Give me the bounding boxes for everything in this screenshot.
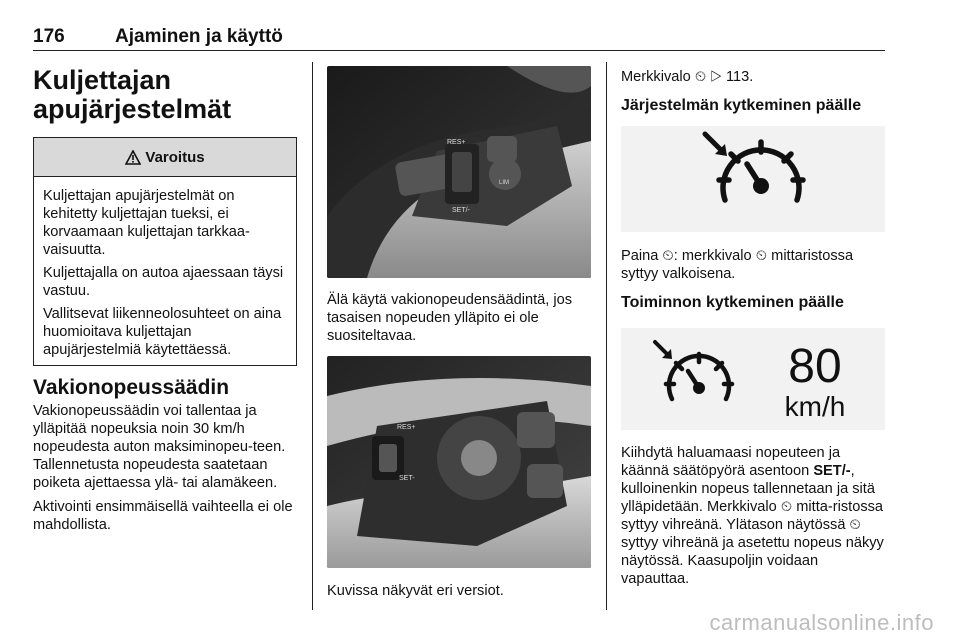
function-on-text (621, 444, 889, 594)
warning-text-1: Kuljettajan apujärjestelmät on kehitetty kuljettajan tueksi, ei korvaamaan kuljettajan tarkkaa-vaisuutta. (43, 188, 250, 258)
section-body-1: Vakionopeussäädin voi tallentaa ja ylläpitää nopeuksia noin 30 km/h nopeudesta auton maksiminopeu-teen. Tallennetusta nopeudesta saatetaan poiketa ajettaessa ylä- tai alamäkeen. (33, 403, 286, 491)
speed-display-box (621, 328, 885, 430)
warning-triangle-icon (125, 150, 141, 165)
indicator-reference (621, 68, 889, 86)
cruise-speed-display (621, 328, 885, 430)
text2-d: syttyy vihreänä ja asetettu nopeus näkyy näytössä. Kaasupoljin voidaan vapauttaa. (621, 535, 884, 587)
system-on-text (621, 247, 889, 313)
function-on-paragraph (621, 444, 889, 588)
cruise-icon: ⏲ (694, 69, 707, 85)
lim-label: LIM (499, 180, 510, 186)
column-left (33, 66, 298, 124)
column-divider-2 (606, 62, 607, 610)
res-label: RES+ (447, 139, 466, 146)
set-label: SET/- (452, 207, 470, 214)
indicator-ref-text: Merkkivalo (621, 69, 691, 85)
text1-a: Paina (621, 248, 659, 264)
main-title-line2: apujärjestelmät (33, 94, 232, 124)
section-body-2: Aktivointi ensimmäisellä vaihteella ei ole mahdollista. (33, 499, 293, 533)
warning-body (34, 177, 296, 359)
heading-system-on: Järjestelmän kytkeminen päälle (621, 97, 862, 114)
caption-1 (327, 291, 597, 351)
steering-wheel-photo-2 (327, 356, 591, 568)
text2-a: Kiihdytä haluamaasi nopeuteen ja käännä säätöpyörä asentoon (621, 445, 841, 479)
cruise-icon-inline-2: ⏲ (755, 248, 768, 264)
warning-text-3: Vallitsevat liikenneolosuhteet on aina huomioitava kuljettajan apujärjestelmiä käytettäessä. (43, 306, 282, 358)
text2-set: SET/- (813, 463, 851, 479)
column-divider-1 (312, 62, 313, 610)
cruise-control-section (33, 376, 299, 540)
page-number: 176 (33, 26, 65, 47)
text2-b: , kulloinenkin nopeus tallennetaan ja sitä ylläpidetään. Merkkivalo (621, 463, 875, 515)
watermark: carmanualsonline.info (709, 610, 934, 635)
warning-box (33, 137, 297, 366)
section-title: Vakionopeussäädin (33, 376, 230, 399)
warning-header (34, 138, 296, 177)
page-ref-icon: ▷ (710, 69, 722, 85)
speed-unit: km/h (784, 391, 846, 422)
cruise-icon-inline-4: ⏲ (849, 517, 861, 533)
page-header (33, 26, 885, 51)
system-on-paragraph (621, 247, 889, 283)
indicator-page: 113. (726, 69, 754, 85)
warning-label: Varoitus (145, 148, 205, 166)
main-title-line1: Kuljettajan (33, 65, 172, 95)
res-label-2: RES+ (397, 424, 416, 431)
text1-b: : merkkivalo (673, 248, 752, 264)
caption-2 (327, 582, 597, 606)
cruise-control-icon (621, 126, 885, 232)
cruise-icon-inline-1: ⏲ (662, 248, 674, 264)
steering-wheel-image-1 (327, 66, 591, 278)
heading-function-on: Toiminnon kytkeminen päälle (621, 294, 844, 311)
chapter-title: Ajaminen ja käyttö (115, 26, 283, 47)
caption-1-text: Älä käytä vakionopeudensäädintä, jos tasaisen nopeuden ylläpito ei ole suositeltavaa. (327, 292, 573, 344)
steering-wheel-photo-1 (327, 66, 591, 278)
warning-text-2: Kuljettajalla on autoa ajaessaan täysi vastuu. (43, 265, 284, 299)
caption-2-text: Kuvissa näkyvät eri versiot. (327, 583, 504, 599)
column-right (621, 68, 889, 116)
steering-wheel-image-2 (327, 356, 591, 568)
cruise-indicator-box (621, 126, 885, 232)
speed-value: 80 (788, 340, 842, 393)
set-label-2: SET- (399, 475, 415, 482)
cruise-icon-inline-3: ⏲ (780, 499, 793, 515)
text1-c: mittaristossa syttyy valkoisena. (621, 248, 854, 282)
text2-c: mitta-ristossa syttyy vihreänä. Ylätason näytössä (621, 499, 884, 533)
